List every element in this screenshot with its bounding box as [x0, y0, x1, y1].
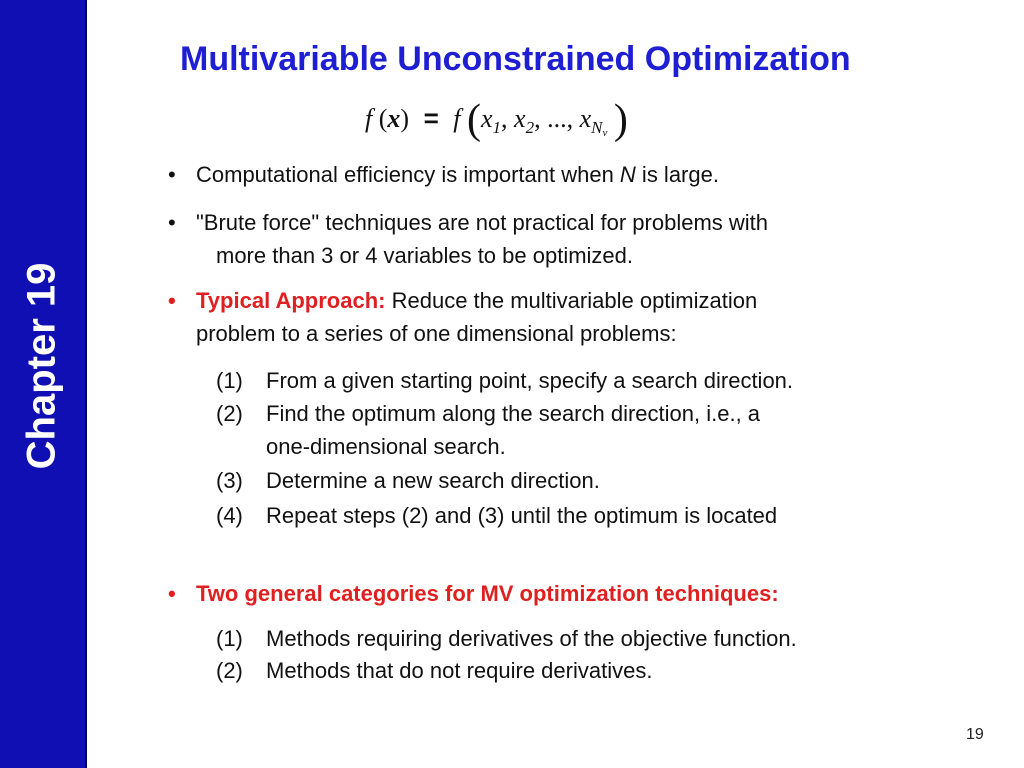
- step-1: (1) From a given starting point, specify a search direction.: [216, 368, 794, 393]
- bullet-brute-force-line1: "Brute force" techniques are not practical for problems with: [196, 210, 768, 235]
- objective-formula: f (x) = f ($x_1$, $x_2$, ..., $x_{Nv}$ ): [365, 97, 628, 143]
- step-2-continued: one-dimensional search.: [266, 434, 506, 459]
- page-number: 19: [966, 726, 984, 743]
- sidebar: [0, 0, 87, 768]
- bullet-typical-approach: Typical Approach: Reduce the multivariable optimization: [196, 288, 758, 313]
- categories-heading: Two general categories for MV optimization techniques:: [196, 581, 779, 606]
- category-1: (1) Methods requiring derivatives of the objective function.: [216, 626, 797, 651]
- slide-title: Multivariable Unconstrained Optimization: [180, 40, 851, 78]
- bullet-marker: •: [168, 581, 176, 606]
- bullet-efficiency: Computational efficiency is important when N is large.: [196, 162, 719, 187]
- step-4: (4) Repeat steps (2) and (3) until the optimum is located: [216, 503, 778, 528]
- typical-approach-heading: Typical Approach:: [196, 288, 386, 313]
- typical-approach-line2: problem to a series of one dimensional problems:: [196, 321, 677, 346]
- step-2: (2) Find the optimum along the search direction, i.e., a: [216, 401, 761, 426]
- step-3: (3) Determine a new search direction.: [216, 468, 600, 493]
- chapter-label: Chapter 19: [19, 262, 64, 470]
- category-2: (2) Methods that do not require derivatives.: [216, 658, 653, 683]
- bullet-marker: •: [168, 210, 176, 235]
- bullet-brute-force-line2: more than 3 or 4 variables to be optimized.: [216, 243, 634, 268]
- bullet-marker: •: [168, 162, 176, 187]
- bullet-marker: •: [168, 288, 176, 313]
